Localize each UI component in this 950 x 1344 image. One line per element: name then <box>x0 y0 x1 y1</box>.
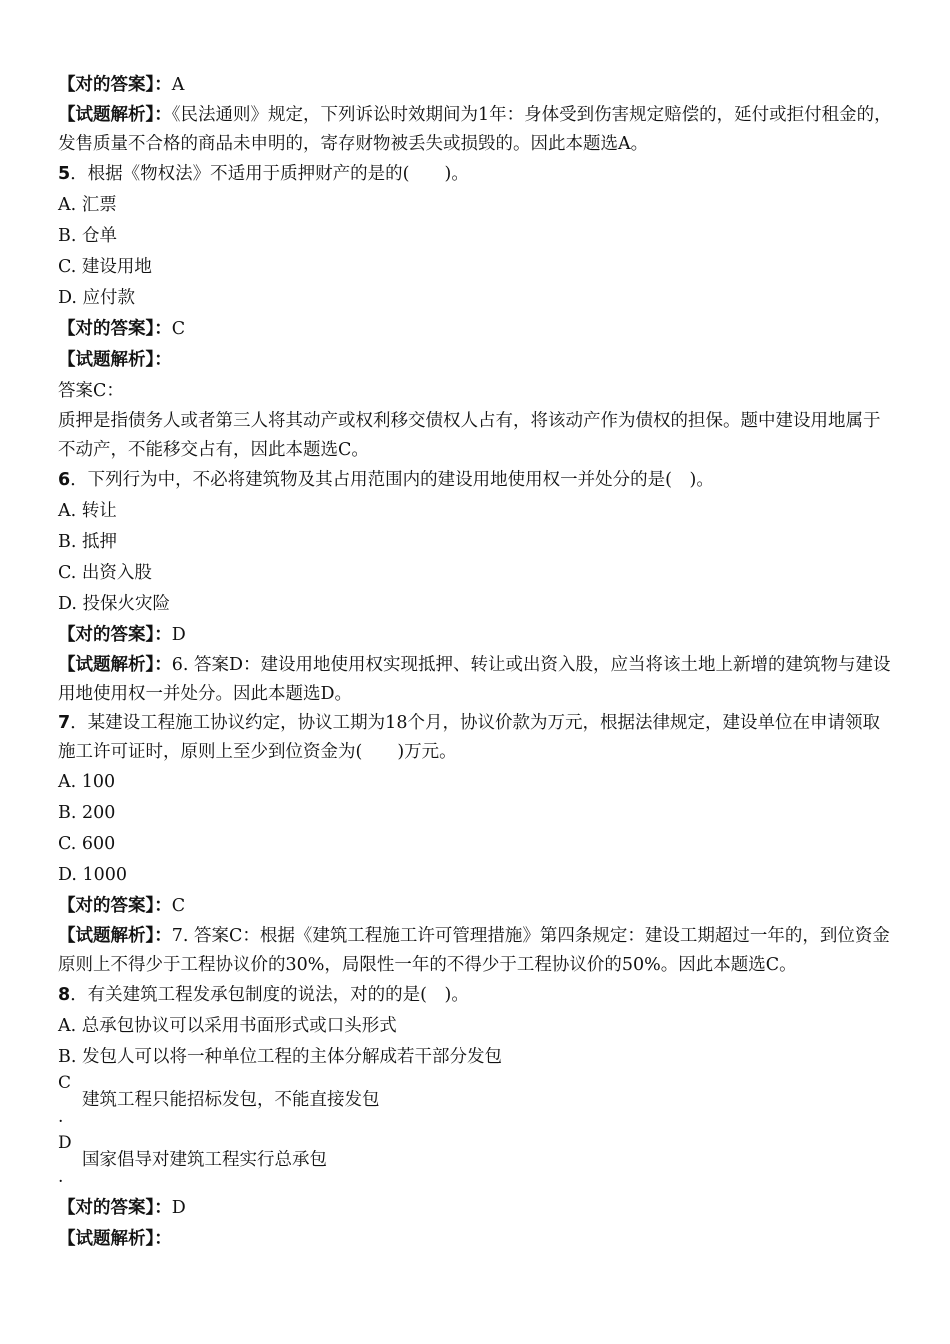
q6-number: 6 <box>58 470 71 490</box>
analysis-label: 【试题解析】： <box>58 105 172 125</box>
q5-analysis-line2: 质押是指债务人或者第三人将其动产或权利移交债权人占有，将该动产作为债权的担保。题中建设用地属于不动产，不能移交占有，因此本题选C。 <box>58 411 881 460</box>
analysis-label: 【试题解析】： <box>58 350 172 370</box>
q5-stem: 5．根据《物权法》不适用于质押财产的是的( )。 <box>58 164 469 184</box>
q8-option-d-text: 国家倡导对建筑工程实行总承包 <box>82 1150 327 1170</box>
q4-answer: A <box>171 75 185 95</box>
q7-option-c: C. 600 <box>58 834 116 854</box>
q7-number: 7 <box>58 713 71 733</box>
q5-analysis-row <box>58 345 894 376</box>
q5-option-b: B. 仓单 <box>58 226 117 246</box>
q6-option-a: A. 转让 <box>58 501 117 521</box>
q6-answer-row <box>58 620 894 651</box>
q6-answer: D <box>171 625 186 645</box>
q7-option-d: D. 1000 <box>58 865 128 885</box>
answer-label: 【对的答案】： <box>58 75 172 95</box>
q6-analysis-row <box>58 651 894 709</box>
q7-analysis-row <box>58 922 894 980</box>
answer-label: 【对的答案】： <box>58 1198 172 1218</box>
answer-label: 【对的答案】： <box>58 896 172 916</box>
analysis-label: 【试题解析】： <box>58 655 172 675</box>
q5-number: 5 <box>58 164 71 184</box>
q4-answer-row <box>58 70 894 101</box>
document-page <box>58 70 894 1255</box>
q5-option-d: D. 应付款 <box>58 288 136 308</box>
q5-option-a: A. 汇票 <box>58 195 117 215</box>
q8-option-c-dot: . <box>58 1107 64 1127</box>
answer-label: 【对的答案】： <box>58 625 172 645</box>
q8-option-a: A. 总承包协议可以采用书面形式或口头形式 <box>58 1016 397 1036</box>
q5-analysis-line1: 答案C： <box>58 381 124 401</box>
q5-answer: C <box>171 319 186 339</box>
answer-label: 【对的答案】： <box>58 319 172 339</box>
q7-option-a: A. 100 <box>58 772 116 792</box>
q5-option-c: C. 建设用地 <box>58 257 152 277</box>
analysis-label: 【试题解析】： <box>58 1229 172 1249</box>
q7-answer: C <box>171 896 186 916</box>
q7-stem: 7．某建设工程施工协议约定，协议工期为18个月，协议价款为万元，根据法律规定，建设单位在申请领取施工许可证时，原则上至少到位资金为( )万元。 <box>58 713 880 762</box>
q4-analysis: 《民法通则》规定，下列诉讼时效期间为1年：身体受到伤害规定赔偿的，延付或拒付租金的，发售质量不合格的商品未申明的，寄存财物被丢失或损毁的。因此本题选A。 <box>58 105 892 154</box>
q6-analysis: 6. 答案D：建设用地使用权实现抵押、转让或出资入股，应当将该土地上新增的建筑物与建设用地使用权一并处分。因此本题选D。 <box>58 655 891 704</box>
q8-option-c <box>58 1073 894 1133</box>
q6-option-c: C. 出资入股 <box>58 563 152 583</box>
q5-answer-row <box>58 314 894 345</box>
q8-answer: D <box>171 1198 186 1218</box>
q8-number: 8 <box>58 985 71 1005</box>
q8-option-b: B. 发包人可以将一种单位工程的主体分解成若干部分发包 <box>58 1047 502 1067</box>
q8-option-d-dot: . <box>58 1167 64 1187</box>
q6-stem: 6．下列行为中，不必将建筑物及其占用范围内的建设用地使用权一并处分的是( )。 <box>58 470 714 490</box>
q4-analysis-row <box>58 101 894 159</box>
q8-stem: 8．有关建筑工程发承包制度的说法，对的的是( )。 <box>58 985 469 1005</box>
q8-analysis-row <box>58 1224 894 1255</box>
analysis-label: 【试题解析】： <box>58 926 172 946</box>
q8-answer-row <box>58 1193 894 1224</box>
q8-option-d-letter: D <box>58 1133 72 1153</box>
q8-option-c-text: 建筑工程只能招标发包，不能直接发包 <box>82 1090 380 1110</box>
q7-analysis: 7. 答案C：根据《建筑工程施工许可管理措施》第四条规定：建设工期超过一年的，到位资金原则上不得少于工程协议价的30%，局限性一年的不得少于工程协议价的50%。因此本题选C。 <box>58 926 890 975</box>
q6-option-b: B. 抵押 <box>58 532 117 552</box>
q8-option-c-letter: C <box>58 1073 72 1093</box>
q6-option-d: D. 投保火灾险 <box>58 594 171 614</box>
q7-option-b: B. 200 <box>58 803 116 823</box>
q7-answer-row <box>58 891 894 922</box>
q8-option-d <box>58 1133 894 1193</box>
